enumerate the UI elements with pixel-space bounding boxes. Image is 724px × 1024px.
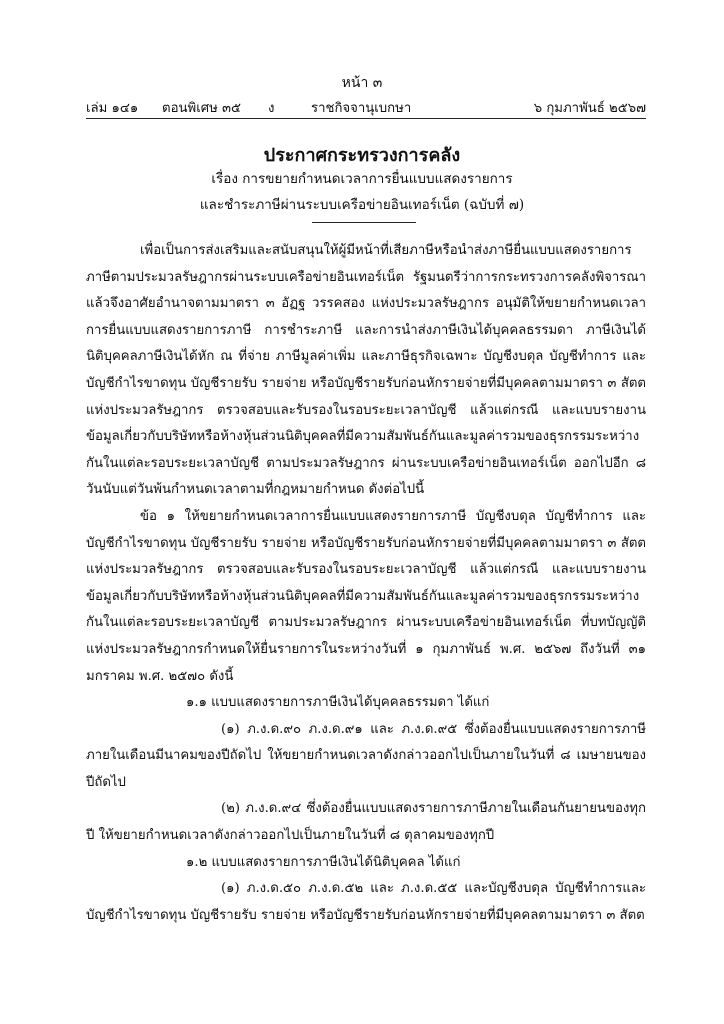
announcement-title: ประกาศกระทรวงการคลัง [263, 145, 461, 166]
subclause-1-2-heading: ๑.๒ แบบแสดงรายการภาษีเงินได้นิติบุคคล ได้แก่ [186, 854, 461, 870]
preamble-paragraph: เพื่อเป็นการส่งเสริมและสนับสนุนให้ผู้มีหน้าที่เสียภาษีหรือนำส่งภาษียื่นแบบแสดงรายการภาษีตามประมวลรัษฎากรผ่านระบบเครือข่ายอินเทอร์เน็ต รัฐมนตรีว่าการกระทรวงการคลังพิจารณาแล้วจึงอาศัยอำนาจตามมาตรา ๓ อัฏฐ วรรคสอง แห่งประมวลรัษฎากร อนุมัติให้ขยายกำหนดเวลาการยื่นแบบแสดงรายการภาษี การชำระภาษี และการนำส่งภาษีเงินได้บุคคลธรรมดา ภาษีเงินได้นิติบุคคลภาษีเงินได้หัก ณ ที่จ่าย ภาษีมูลค่าเพิ่ม และภาษีธุรกิจเฉพาะ บัญชีงบดุล บัญชีทำการ และบัญชีกำไรขาดทุน บัญชีรายรับ รายจ่าย หรือบัญชีรายรับก่อนหักรายจ่ายที่มีบุคคลตามมาตรา ๓ สัตตแห่งประมวลรัษฎากร ตรวจสอบและรับรองในรอบระยะเวลาบัญชี แล้วแต่กรณี และแบบรายงานข้อมูลเกี่ยวกับบริษัทหรือห้างหุ้นส่วนนิติบุคคลที่มีความสัมพันธ์กันและมูลค่ารวมของธุรกรรมระหว่างกันในแต่ละรอบระยะเวลาบัญชี ตามประมวลรัษฎากร ผ่านระบบเครือข่ายอินเทอร์เน็ต ออกไปอีก ๘ วันนับแต่วันพ้นกำหนดเวลาตามที่กฎหมายกำหนด ดังต่อไปนี้ [86, 243, 646, 498]
subclause-1-1-heading: ๑.๑ แบบแสดงรายการภาษีเงินได้บุคคลธรรมดา ได้แก่ [186, 695, 490, 711]
announcement-subject [0, 166, 724, 218]
title-divider [312, 222, 416, 223]
subject-line-2: และชำระภาษีผ่านระบบเครือข่ายอินเทอร์เน็ต (ฉบับที่ ๗) [199, 197, 525, 213]
subject-line-1: เรื่อง การขยายกำหนดเวลาการยื่นแบบแสดงรายการ [211, 171, 513, 187]
header-volume: เล่ม ๑๔๑ [86, 101, 139, 116]
announcement-body [86, 238, 646, 929]
subclause-1-1-item-1: (๑) ภ.ง.ด.๙๐ ภ.ง.ด.๙๑ และ ภ.ง.ด.๙๕ ซึ่งต้องยื่นแบบแสดงรายการภาษีภายในเดือนมีนาคมของปีถัดไป ให้ขยายกำหนดเวลาดังกล่าวออกไปเป็นภายในวันที่ ๘ เมษายนของปีถัดไป [86, 721, 646, 790]
header-gazette-name: ราชกิจจานุเบกษา [311, 101, 412, 116]
subclause-1-1-item-2: (๒) ภ.ง.ด.๙๔ ซึ่งต้องยื่นแบบแสดงรายการภาษีภายในเดือนกันยายนของทุกปี ให้ขยายกำหนดเวลาดังกล่าวออกไปเป็นภายในวันที่ ๘ ตุลาคมของทุกปี [86, 801, 646, 844]
header-section: ง [268, 101, 275, 116]
header-date: ๖ กุมภาพันธ์ ๒๕๖๗ [533, 101, 646, 116]
header-issue: ตอนพิเศษ ๓๕ [162, 101, 241, 116]
clause-1-paragraph: ข้อ ๑ ให้ขยายกำหนดเวลาการยื่นแบบแสดงรายการภาษี บัญชีงบดุล บัญชีทำการ และบัญชีกำไรขาดทุน บัญชีรายรับ รายจ่าย หรือบัญชีรายรับก่อนหักรายจ่ายที่มีบุคคลตามมาตรา ๓ สัตตแห่งประมวลรัษฎากร ตรวจสอบและรับรองในรอบระยะเวลาบัญชี แล้วแต่กรณี และแบบรายงานข้อมูลเกี่ยวกับบริษัทหรือห้างหุ้นส่วนนิติบุคคลที่มีความสัมพันธ์กันและมูลค่ารวมของธุรกรรมระหว่างกันในแต่ละรอบระยะเวลาบัญชี ตามประมวลรัษฎากร ผ่านระบบเครือข่ายอินเทอร์เน็ต ที่บทบัญญัติแห่งประมวลรัษฎากรกำหนดให้ยื่นรายการในระหว่างวันที่ ๑ กุมภาพันธ์ พ.ศ. ๒๕๖๗ ถึงวันที่ ๓๑ มกราคม พ.ศ. ๒๕๗๐ ดังนี้ [86, 508, 646, 684]
subclause-1-2-item-1: (๑) ภ.ง.ด.๕๐ ภ.ง.ด.๕๒ และ ภ.ง.ด.๕๕ และบัญชีงบดุล บัญชีทำการและบัญชีกำไรขาดทุน บัญชีรายรับ รายจ่าย หรือบัญชีรายรับก่อนหักรายจ่ายที่มีบุคคลตามมาตรา ๓ สัตต [86, 881, 646, 923]
header-rule [86, 118, 646, 119]
page-number: หน้า ๓ [341, 75, 383, 91]
gazette-header [86, 97, 646, 117]
